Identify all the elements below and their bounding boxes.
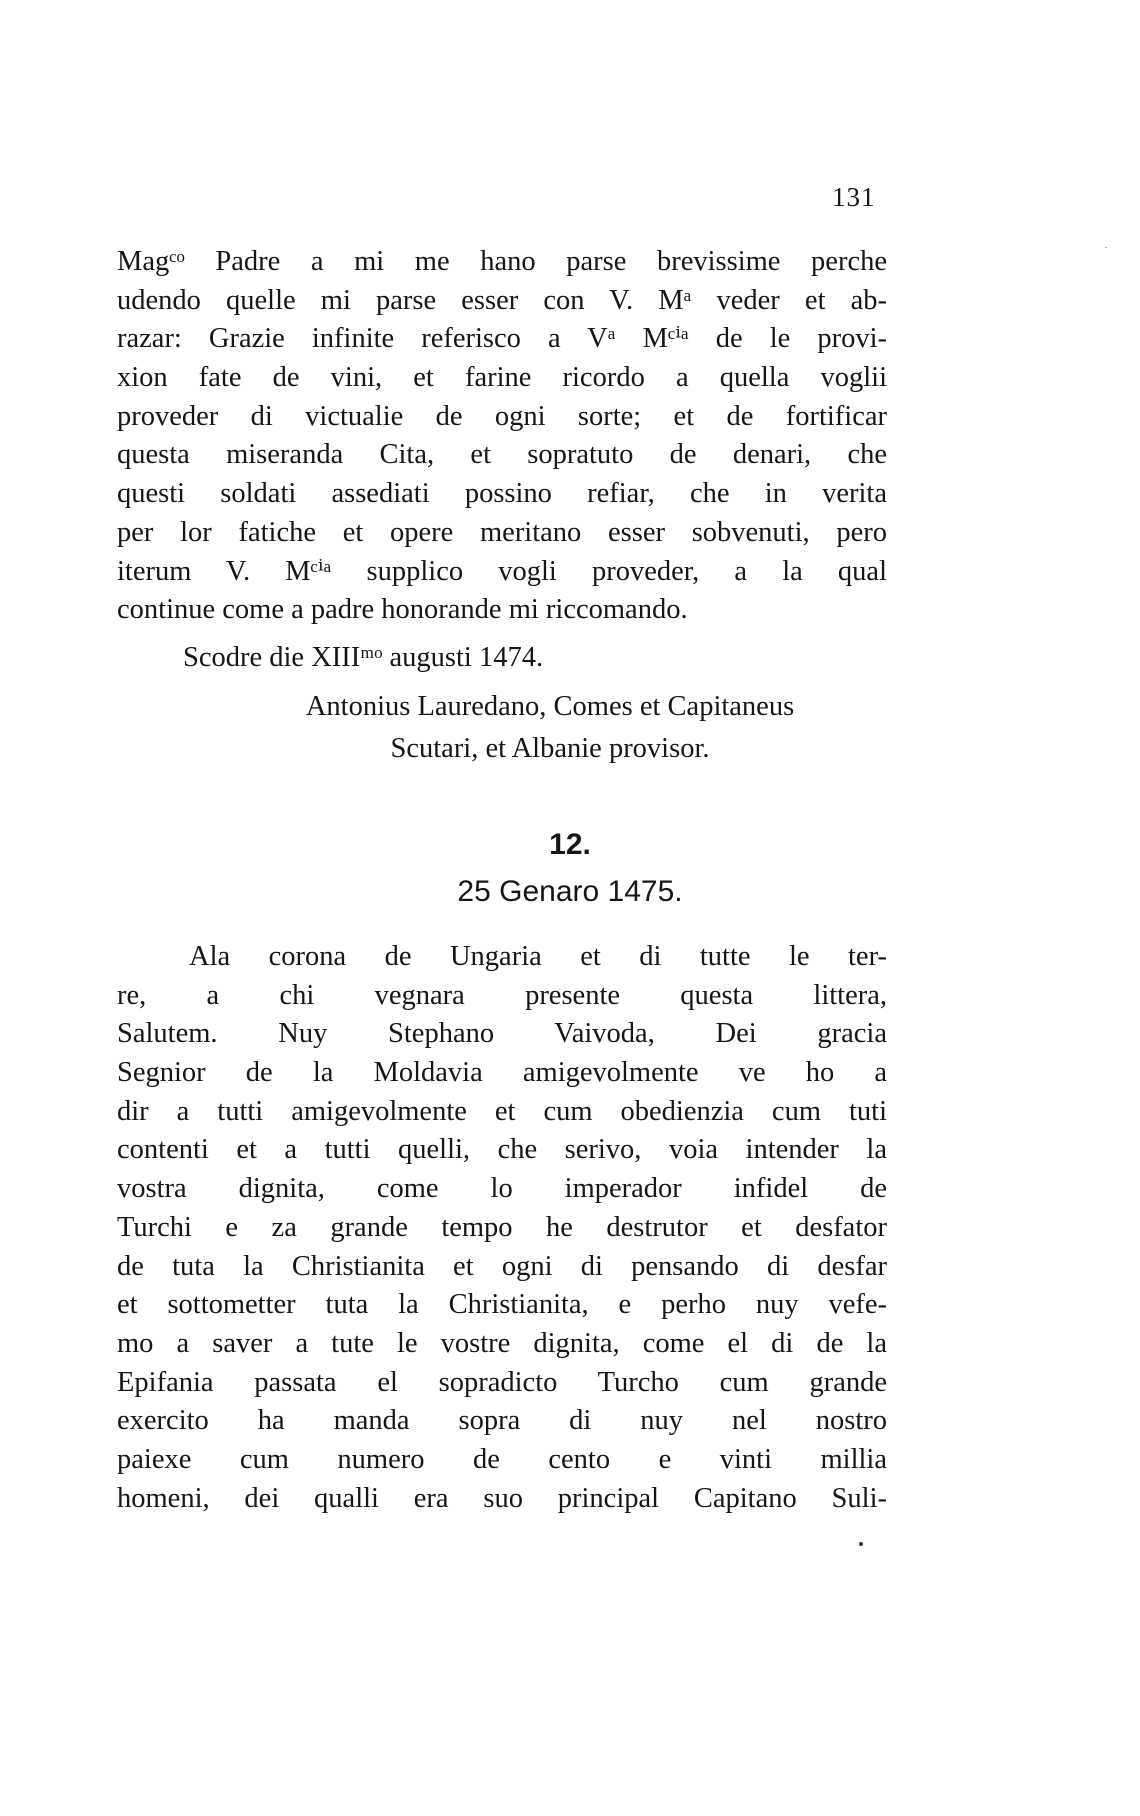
text-line: exercito ha manda sopra di nuy nel nostro — [117, 1405, 887, 1437]
letter-11-body — [117, 243, 887, 630]
letter-11-signature-line: Scutari, et Albanie provisor. — [390, 733, 710, 764]
page-number: 131 — [832, 182, 876, 212]
text-line: vostra dignita, come lo imperador infidel de — [117, 1173, 887, 1205]
text-line: iterum V. Mᶜⁱᵃ supplico vogli proveder, a la qual — [117, 555, 887, 587]
text-line: paiexe cum numero de cento e vinti millia — [117, 1443, 887, 1475]
text-line: homeni, dei qualli era suo principal Capitano Suli- — [117, 1482, 887, 1514]
text-line: per lor fatiche et opere meritano esser sobvenuti, pero — [117, 516, 887, 548]
text-line: re, a chi vegnara presente questa littera, — [117, 979, 887, 1011]
text-line: udendo quelle mi parse esser con V. Mᵃ veder et ab- — [117, 284, 887, 316]
text-line: Epifania passata el sopradicto Turcho cum grande — [117, 1366, 887, 1398]
text-line: razar: Grazie infinite referisco a Vᵃ Mᶜⁱᵃ de le provi- — [117, 323, 887, 355]
text-line: dir a tutti amigevolmente et cum obedienzia cum tuti — [117, 1095, 887, 1127]
text-line: Turchi e za grande tempo he destrutor et desfator — [117, 1211, 887, 1243]
text-line: de tuta la Christianita et ogni di pensando di desfar — [117, 1250, 887, 1282]
text-line: xion fate de vini, et farine ricordo a quella voglii — [117, 362, 887, 394]
text-line: Magᶜᵒ Padre a mi me hano parse brevissime perche — [117, 246, 887, 277]
text-line: Ala corona de Ungaria et di tutte le ter- — [189, 941, 887, 972]
text-line: proveder di victualie de ogni sorte; et de fortificar — [117, 400, 887, 432]
text-line: contenti et a tutti quelli, che serivo, voia intender la — [117, 1134, 887, 1166]
text-line: questa miseranda Cita, et sopratuto de denari, che — [117, 439, 887, 471]
print-speck — [1105, 247, 1107, 248]
text-line: mo a saver a tute le vostre dignita, come el di de la — [117, 1327, 887, 1359]
print-dot — [859, 1542, 863, 1546]
letter-12-number: 12. — [549, 828, 591, 861]
letter-12-body — [117, 938, 887, 1518]
letter-11-signature-line: Antonius Lauredano, Comes et Capitaneus — [305, 691, 795, 722]
letter-11-dateline: Scodre die XIIIᵐᵒ augusti 1474. — [183, 642, 544, 673]
text-line: Salutem. Nuy Stephano Vaivoda, Dei gracia — [117, 1018, 887, 1050]
text-line: questi soldati assediati possino refiar, che in verita — [117, 478, 887, 510]
text-line: Segnior de la Moldavia amigevolmente ve ho a — [117, 1057, 887, 1089]
text-line: continue come a padre honorande mi riccomando. — [117, 594, 688, 626]
letter-12-date: 25 Genaro 1475. — [457, 875, 683, 908]
text-line: et sottometter tuta la Christianita, e perho nuy vefe- — [117, 1289, 887, 1321]
